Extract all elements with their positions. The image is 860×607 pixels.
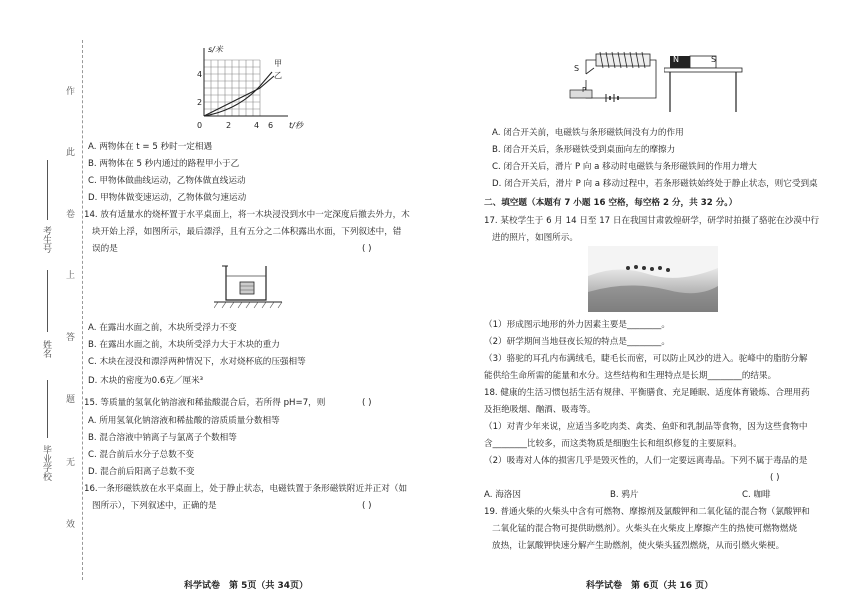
- margin-char: 此: [66, 148, 76, 158]
- q16-answer-paren: ( ): [362, 501, 372, 511]
- q14-line: 误的是: [92, 244, 118, 254]
- graph-y-axis-label: s/米: [208, 45, 223, 54]
- margin-char: 无: [66, 458, 76, 468]
- graph-x-tick: 0: [197, 121, 203, 130]
- margin-char: 答: [66, 333, 76, 343]
- circuit-figure: [556, 40, 660, 110]
- q18-line: 18. 健康的生活习惯包括生活有规律、平衡膳食、充足睡眠、适度体育锻炼、合理用药: [484, 388, 810, 398]
- margin-char: 题: [66, 395, 76, 405]
- q13-option-d: D. 甲物体做变速运动，乙物体做匀速运动: [88, 193, 247, 203]
- name-blank: [47, 270, 48, 332]
- q19-line: 19. 普通火柴的火柴头中含有可燃物、摩擦剂及氯酸钾和二氧化锰的混合物（氯酸钾和: [484, 507, 810, 517]
- margin-char: 上: [66, 271, 76, 281]
- q15-option-d: D. 混合前后阳离子总数不变: [88, 467, 195, 477]
- rheostat-label: P: [582, 86, 587, 94]
- q13-option-a: A. 两物体在 t = 5 秒时一定相遇: [88, 142, 213, 152]
- desert-camel-photo: [588, 246, 718, 312]
- q17-sub-2: （2）研学期间当地昼夜长短的特点是________。: [484, 337, 670, 347]
- school-label: 毕业学校: [41, 445, 51, 481]
- q17-line: 进的照片，如图所示。: [492, 233, 578, 243]
- name-label: 姓名: [41, 340, 51, 358]
- binding-dotted-line: [82, 40, 83, 580]
- q14-line: 14. 放有适量水的烧杯置于水平桌面上，将一木块浸没到水中一定深度后撤去外力，木: [84, 210, 410, 220]
- q18-line: （2）吸毒对人体的损害几乎是毁灭性的，人们一定要远离毒品。下列不属于毒品的是: [484, 456, 808, 466]
- q18-option-a: A. 海洛因: [484, 490, 521, 500]
- q16-option-b: B. 闭合开关后，条形磁铁受到桌面向左的摩擦力: [492, 145, 676, 155]
- q17-line: 17. 某校学生于 6 月 14 日至 17 日在我国甘肃敦煌研学，研学时拍摄了骆驼在沙漠中行: [484, 216, 820, 226]
- q17-sub-3-cont: 能供给生命所需的能量和水分。这些结构和生理特点是长期________的结果。: [484, 371, 777, 381]
- q14-option-b: B. 在露出水面之前，木块所受浮力大于木块的重力: [88, 340, 280, 350]
- q14-option-d: D. 木块的密度为0.6克／厘米³: [88, 376, 204, 386]
- graph-x-tick: 2: [226, 121, 232, 130]
- q15-answer-paren: ( ): [362, 398, 372, 408]
- q15-option-a: A. 所用氢氧化钠溶液和稀盐酸的溶质质量分数相等: [88, 416, 280, 426]
- q15-option-b: B. 混合溶液中钠离子与氯离子个数相等: [88, 433, 237, 443]
- q18-line: 含________比较多，而这类物质是细胞生长和组织修复的主要原料。: [484, 439, 742, 449]
- q13-option-c: C. 甲物体做曲线运动，乙物体做直线运动: [88, 176, 246, 186]
- graph-x-axis-label: t/秒: [289, 121, 303, 130]
- graph-y-tick: 2: [197, 98, 203, 107]
- q16-line: 图所示），下列叙述中，正确的是: [92, 501, 217, 511]
- left-page-footer: 科学试卷 第 5页（共 34页）: [184, 581, 309, 591]
- beaker-figure: [214, 258, 284, 312]
- exam-number-blank: [47, 160, 48, 220]
- magnet-s-label: S: [711, 55, 717, 64]
- q18-line: 及拒绝吸烟、酗酒、吸毒等。: [484, 405, 596, 415]
- q16-option-c: C. 闭合开关后，滑片 P 向 a 移动时电磁铁与条形磁铁间的作用力增大: [492, 162, 757, 172]
- q14-option-c: C. 木块在浸没和漂浮两种情况下，水对烧杯底的压强相等: [88, 357, 306, 367]
- margin-char: 作: [66, 87, 76, 97]
- q18-option-c: C. 咖啡: [742, 490, 771, 500]
- graph-series-label-jia: 甲: [274, 59, 282, 68]
- exam-number-label: 考生号: [41, 226, 51, 253]
- q16-option-d: D. 闭合开关后，滑片 P 向 a 移动过程中，若条形磁铁始终处于静止状态，则它受到桌: [492, 179, 818, 189]
- q14-option-a: A. 在露出水面之前，木块所受浮力不变: [88, 323, 237, 333]
- q15-option-c: C. 混合前后水分子总数不变: [88, 450, 194, 460]
- margin-char: 卷: [66, 210, 76, 220]
- q16-line: 16.一条形磁铁放在水平桌面上，处于静止状态，电磁铁置于条形磁铁附近并正对（如: [84, 484, 408, 494]
- q17-sub-3: （3）骆驼的耳孔内布满绒毛，睫毛长而密，可以防止风沙的进入。驼峰中的脂肪分解: [484, 354, 808, 364]
- switch-label: S: [574, 64, 580, 73]
- section-2-heading: 二、填空题（本题有 7 小题 16 空格，每空格 2 分，共 32 分。）: [484, 198, 738, 208]
- graph-series-label-yi: 乙: [274, 71, 282, 80]
- q18-answer-paren: ( ): [770, 473, 780, 483]
- q16-option-a: A. 闭合开关前，电磁铁与条形磁铁间没有力的作用: [492, 128, 684, 138]
- right-page-footer: 科学试卷 第 6页（共 16 页）: [586, 581, 714, 591]
- magnet-n-label: N: [673, 55, 679, 64]
- q14-answer-paren: ( ): [362, 244, 372, 254]
- q19-line: 放热，让氯酸钾快速分解产生助燃剂，使火柴头猛烈燃烧，从而引燃火柴梗。: [492, 541, 785, 551]
- graph-y-tick: 4: [197, 70, 203, 79]
- graph-x-tick: 4: [254, 121, 260, 130]
- q13-option-b: B. 两物体在 5 秒内通过的路程甲小于乙: [88, 159, 240, 169]
- school-blank: [47, 380, 48, 438]
- q18-line: （1）对青少年来说，应适当多吃肉类、禽类、鱼虾和乳制品等食物，因为这些食物中: [484, 422, 808, 432]
- q17-sub-1: （1）形成图示地形的外力因素主要是________。: [484, 320, 670, 330]
- q18-option-b: B. 鸦片: [610, 490, 639, 500]
- q15-line: 15. 等质量的氢氧化钠溶液和稀盐酸混合后，若所得 pH=7，则: [84, 398, 326, 408]
- graph-x-tick: 6: [268, 121, 274, 130]
- q19-line: 二氧化锰的混合物可提供助燃剂）。火柴头在火柴皮上摩擦产生的热使可燃物燃烧: [492, 524, 798, 534]
- q14-line: 块开始上浮，如图所示，最后漂浮，且有五分之二体积露出水面，下列叙述中，错: [92, 227, 402, 237]
- margin-char: 效: [66, 520, 76, 530]
